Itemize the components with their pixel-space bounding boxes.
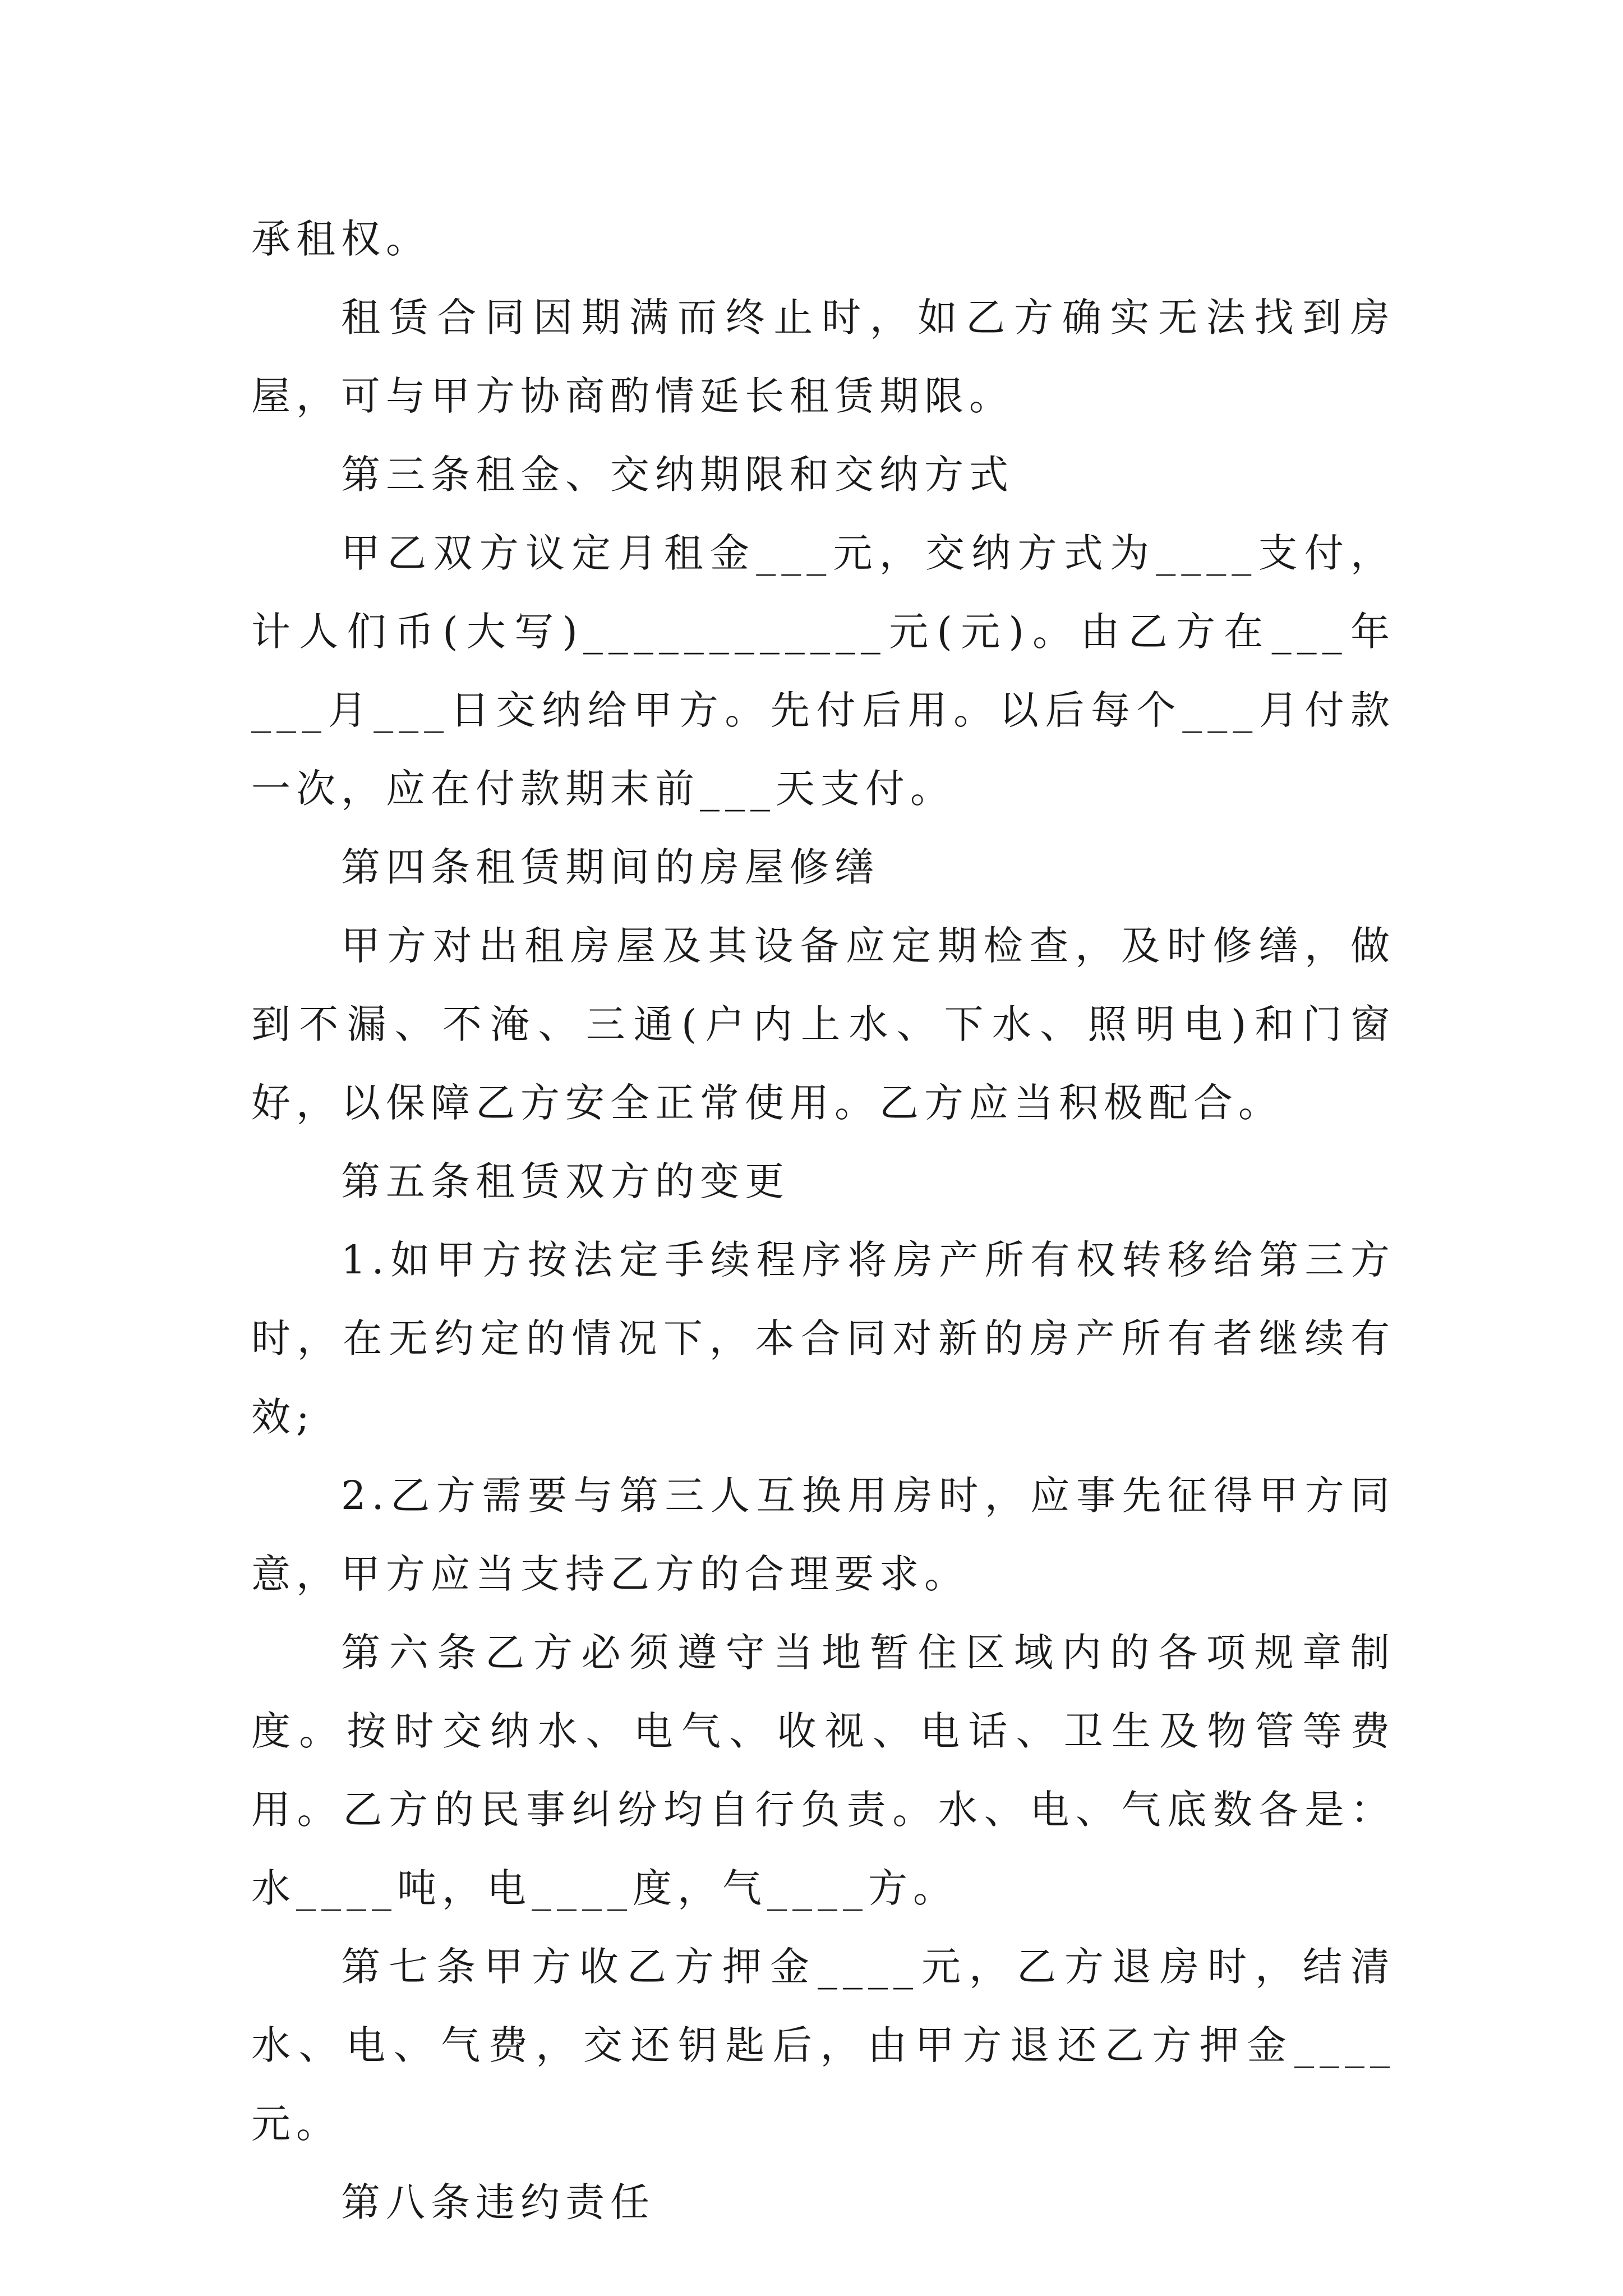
heading-article-8: 第八条违约责任: [341, 2179, 655, 2225]
paragraph-repairs: 甲方对出租房屋及其设备应定期检查，及时修缮，做到不漏、不淹、三通(户内上水、下水、照明电)和门窗好，以保障乙方安全正常使用。乙方应当积极配合。: [251, 923, 1395, 1126]
paragraph-article-7: 第七条甲方收乙方押金____元，乙方退房时，结清水、电、气费，交还钥匙后，由甲方退还乙方押金____元。: [251, 1944, 1395, 2147]
heading-article-5: 第五条租赁双方的变更: [341, 1158, 790, 1204]
paragraph-lease-extension: 租赁合同因期满而终止时，如乙方确实无法找到房屋，可与甲方协商酌情延长租赁期限。: [251, 295, 1395, 419]
paragraph-rent-terms: 甲乙双方议定月租金___元，交纳方式为____支付，计人们币(大写)____________元(元)。由乙方在___年___月___日交纳给甲方。先付后用。以后每个___月付款一次，应在付款期末前___天支付。: [251, 530, 1395, 812]
paragraph-change-2: 2.乙方需要与第三人互换用房时，应事先征得甲方同意，甲方应当支持乙方的合理要求。: [251, 1473, 1395, 1597]
paragraph-continuation: 承租权。: [251, 216, 431, 262]
heading-article-3: 第三条租金、交纳期限和交纳方式: [341, 452, 1014, 498]
document-body: [251, 200, 1395, 2242]
paragraph-article-6: 第六条乙方必须遵守当地暂住区域内的各项规章制度。按时交纳水、电气、收视、电话、卫生及物管等费用。乙方的民事纠纷均自行负责。水、电、气底数各是：水____吨，电____度，气____方。: [251, 1630, 1395, 1911]
heading-article-4: 第四条租赁期间的房屋修缮: [341, 844, 879, 890]
paragraph-change-1: 1.如甲方按法定手续程序将房产所有权转移给第三方时，在无约定的情况下，本合同对新的房产所有者继续有效;: [251, 1237, 1395, 1440]
